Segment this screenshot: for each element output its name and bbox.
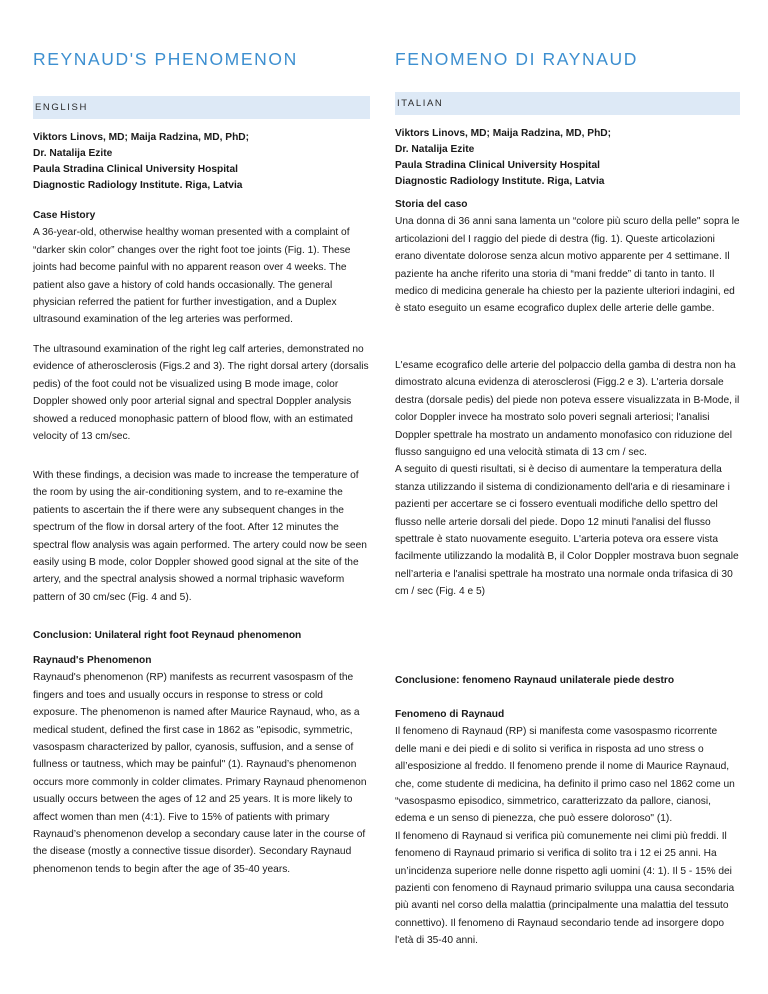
italian-conclusion [395,672,740,689]
findings-text: A seguito di questi risultati, si è deciso di aumentare la temperatura della stanza utilizzando il sistema di condizionamento dell'aria e di riesaminare i pazienti per accertare se ci fossero eventuali modifiche dello spettro del flusso nelle arterie dorsali del piede. Dopo 12 minuti l'analisi del flusso spettrale è stato nuovamente eseguito. L'arteria poteva ora essere vista facilmente utilizzando la modalità B, il Color Doppler mostrava buon segnale nell’arteria e l'analisi spettrale ha mostrato una normale onda trifasica di 30 cm / sec (Fig. 4 e 5) [395,464,739,598]
raynaud-text-continued: Il fenomeno di Raynaud si verifica più comunemente nei climi più freddi. Il fenomeno di Raynaud primario si verifica di solito tra i 12 ei 25 anni. Ha un’incidenza superiore nelle donne rispetto agli uomini (4: 1). Il 5 - 15% dei pazienti con fenomeno di Raynaud primario sviluppa una causa secondaria più avanti nel corso della malattia (principalmente una malattia del tessuto connettivo). Il fenomeno di Raynaud secondario tende ad insorgere dopo l'età di 35-40 anni. [395,830,735,947]
italian-raynaud-section [395,706,740,950]
case-history-heading: Case History [33,210,96,221]
ultrasound-text: The ultrasound examination of the right leg calf arteries, demonstrated no evidence of atherosclerosis (Figs.2 and 3). The right dorsal artery (dorsalis pedis) of the foot could not be visualized using B mode image, color Doppler showed only poor arterial signal and spectral Doppler analysis showed a reduced monophasic pattern of blood flow, with an estimated velocity of 13 cm/sec. [33,344,369,443]
author-line: Diagnostic Radiology Institute. Riga, Latvia [33,180,243,191]
case-history-heading: Storia del caso [395,199,468,210]
findings-text: With these findings, a decision was made to increase the temperature of the room by using the air-conditioning system, and to re-examine the patients to ascertain the if there were any subsequent changes in the spectrum of the flow in dorsal artery of the foot. After 12 minutes the spectral flow analysis was again performed. The artery could now be seen easily using B mode, color Doppler showed good signal at the site of the artery, and the spectral analysis showed a normal triphasic waveform pattern of 30 cm/sec (Fig. 4 and 5). [33,470,367,603]
english-language-bar: ENGLISH [33,96,370,119]
author-line: Dr. Natalija Ezite [395,144,475,155]
english-raynaud-section [33,652,370,878]
conclusion-text: Conclusione: fenomeno Raynaud unilaterale piede destro [395,675,675,686]
raynaud-text: Il fenomeno di Raynaud (RP) si manifesta come vasospasmo ricorrente delle mani e dei piedi e di solito si verifica in risposta ad uno stress o all’esposizione al freddo. Il fenomeno prende il nome di Maurice Raynaud, che, come studente di medicina, ha definito il primo caso nel 1862 come un “vasospasmo episodico, simmetrico, caratterizzato da pallore, cianosi, edema e un senso di pienezza, che può essere doloroso" (1). [395,726,735,825]
conclusion-text: Conclusion: Unilateral right foot Reynaud phenomenon [33,630,302,641]
ultrasound-text: L'esame ecografico delle arterie del polpaccio della gamba di destra non ha dimostrato alcuna evidenza di aterosclerosi (Figg.2 e 3). L'arteria dorsale destra (dorsale pedis) del piede non poteva essere visualizzata in B-Mode, il color Doppler invece ha mostrato solo poveri segnali arteriosi; l'analisi Doppler spettrale ha mostrato un andamento monofasico con riduzione del flusso sanguigno ed una velocità stimata di 13 cm / sec. [395,360,740,459]
author-line: Diagnostic Radiology Institute. Riga, Latvia [395,176,605,187]
raynaud-heading: Raynaud's Phenomenon [33,655,152,666]
author-line: Viktors Linovs, MD; Maija Radzina, MD, PhD; [33,132,250,143]
italian-ultrasound-paragraph [395,357,740,601]
english-findings-paragraph [33,467,370,606]
author-line: Dr. Natalija Ezite [33,148,113,159]
author-line: Viktors Linovs, MD; Maija Radzina, MD, PhD; [395,128,612,139]
case-history-text: Una donna di 36 anni sana lamenta un “colore più scuro della pelle" sopra le articolazioni del I raggio del piede di destra (fig. 1). Queste articolazioni erano diventate dolorose senza alcun motivo apparente per 4 settimane. Il paziente ha anche riferito una storia di “mani fredde” di tanto in tanto. Il medico di medicina generale ha chiesto per la paziente ulteriori indagini, ed è stato eseguito un esame ecografico duplex delle arterie delle gambe. [395,216,740,315]
case-history-text: A 36-year-old, otherwise healthy woman presented with a complaint of “darker skin color” changes over the right foot toe joints (Fig. 1). These joints had become painful with no apparent reason over 4 weeks. The patient also gave a history of cold hands occasionally. The general physician referred the patient for further investigation, and a Duplex ultrasound examination of the leg arteries was performed. [33,227,351,326]
english-case-history [33,207,370,329]
italian-case-history [395,196,740,318]
raynaud-heading: Fenomeno di Raynaud [395,709,505,720]
author-line: Paula Stradina Clinical University Hospital [33,164,238,175]
raynaud-text: Raynaud's phenomenon (RP) manifests as recurrent vasospasm of the fingers and toes and usually occurs in response to stress or cold exposure. The phenomenon is named after Maurice Raynaud, who, as a medical student, defined the first case in 1862 as "episodic, symmetric, vasospasm characterized by pallor, cyanosis, suffusion, and a sense of fullness or tautness, which may be painful" (1). Raynaud’s phenomenon occurs more commonly in colder climates. Primary Raynaud phenomenon usually occurs between the ages of 12 and 25 years. It is more likely to affect women than men (4:1). Five to 15% of patients with primary Raynaud’s phenomenon develop a secondary cause later in the course of the disease (mostly a connective tissue disorder). Secondary Raynaud phenomenon tends to begin after the age of 35-40 years. [33,672,367,875]
author-line: Paula Stradina Clinical University Hospital [395,160,600,171]
italian-title: FENOMENO DI RAYNAUD [395,49,639,69]
english-authors [33,130,249,194]
english-conclusion [33,627,370,644]
english-title: REYNAUD'S PHENOMENON [33,49,298,69]
english-ultrasound-paragraph [33,341,370,445]
italian-language-bar: ITALIAN [395,92,740,115]
italian-authors [395,126,611,190]
